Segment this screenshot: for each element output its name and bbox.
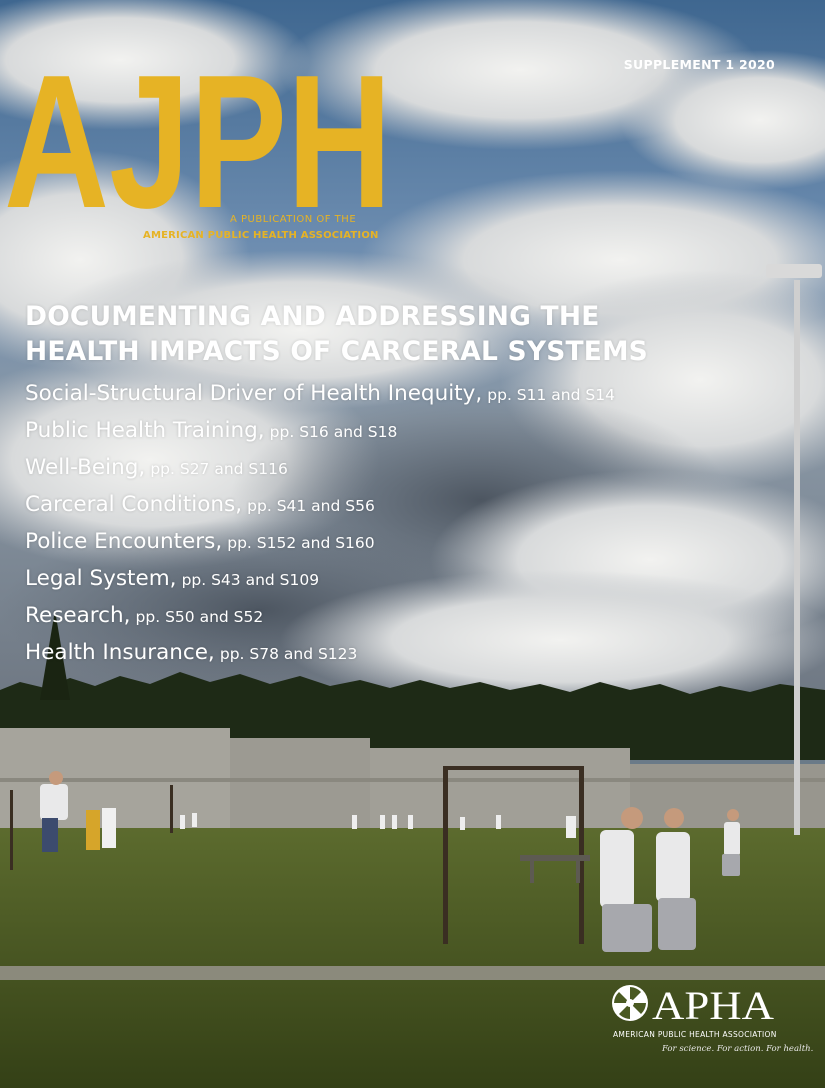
topic-item — [25, 381, 615, 418]
topic-pages: pp. S27 and S116 — [150, 460, 288, 478]
topic-title: Police Encounters, — [25, 529, 223, 554]
topic-pages: pp. S43 and S109 — [181, 571, 320, 589]
topic-title: Well-Being, — [25, 455, 146, 480]
topic-title: Research, — [25, 603, 131, 628]
headline-line-1: DOCUMENTING AND ADDRESSING THE — [25, 301, 600, 332]
topic-item — [25, 418, 615, 455]
topic-title: Public Health Training, — [25, 418, 265, 443]
stadium-light-icon — [766, 264, 822, 278]
topic-item — [25, 566, 615, 603]
publication-line-1: A PUBLICATION OF THE — [230, 214, 357, 225]
topic-pages: pp. S78 and S123 — [219, 645, 358, 663]
topic-title: Social-Structural Driver of Health Inequity, — [25, 381, 483, 406]
topic-pages: pp. S41 and S56 — [247, 497, 375, 515]
apha-pinwheel-icon — [612, 985, 648, 1021]
cover-headline — [25, 299, 648, 369]
ajph-masthead — [0, 40, 400, 240]
topic-pages: pp. S16 and S18 — [269, 423, 398, 441]
publisher-tagline: For science. For action. For health. — [662, 1044, 814, 1054]
topic-item — [25, 492, 615, 529]
publisher-name: AMERICAN PUBLIC HEALTH ASSOCIATION — [613, 1030, 777, 1039]
topic-item — [25, 640, 615, 677]
topic-pages: pp. S152 and S160 — [227, 534, 375, 552]
topic-item — [25, 603, 615, 640]
topic-title: Legal System, — [25, 566, 177, 591]
topic-item — [25, 455, 615, 492]
topic-title: Health Insurance, — [25, 640, 215, 665]
supplement-label: SUPPLEMENT 1 2020 — [623, 57, 775, 72]
topic-item — [25, 529, 615, 566]
apha-logo-text: APHA — [652, 983, 775, 1026]
topic-pages: pp. S11 and S14 — [487, 386, 615, 404]
apha-logo — [610, 982, 780, 1026]
topic-pages: pp. S50 and S52 — [135, 608, 264, 626]
topic-title: Carceral Conditions, — [25, 492, 243, 517]
publication-line-2: AMERICAN PUBLIC HEALTH ASSOCIATION — [143, 230, 379, 241]
topic-list — [25, 381, 615, 677]
masthead-text: AJPH — [4, 40, 392, 240]
headline-line-2: HEALTH IMPACTS OF CARCERAL SYSTEMS — [25, 336, 648, 367]
